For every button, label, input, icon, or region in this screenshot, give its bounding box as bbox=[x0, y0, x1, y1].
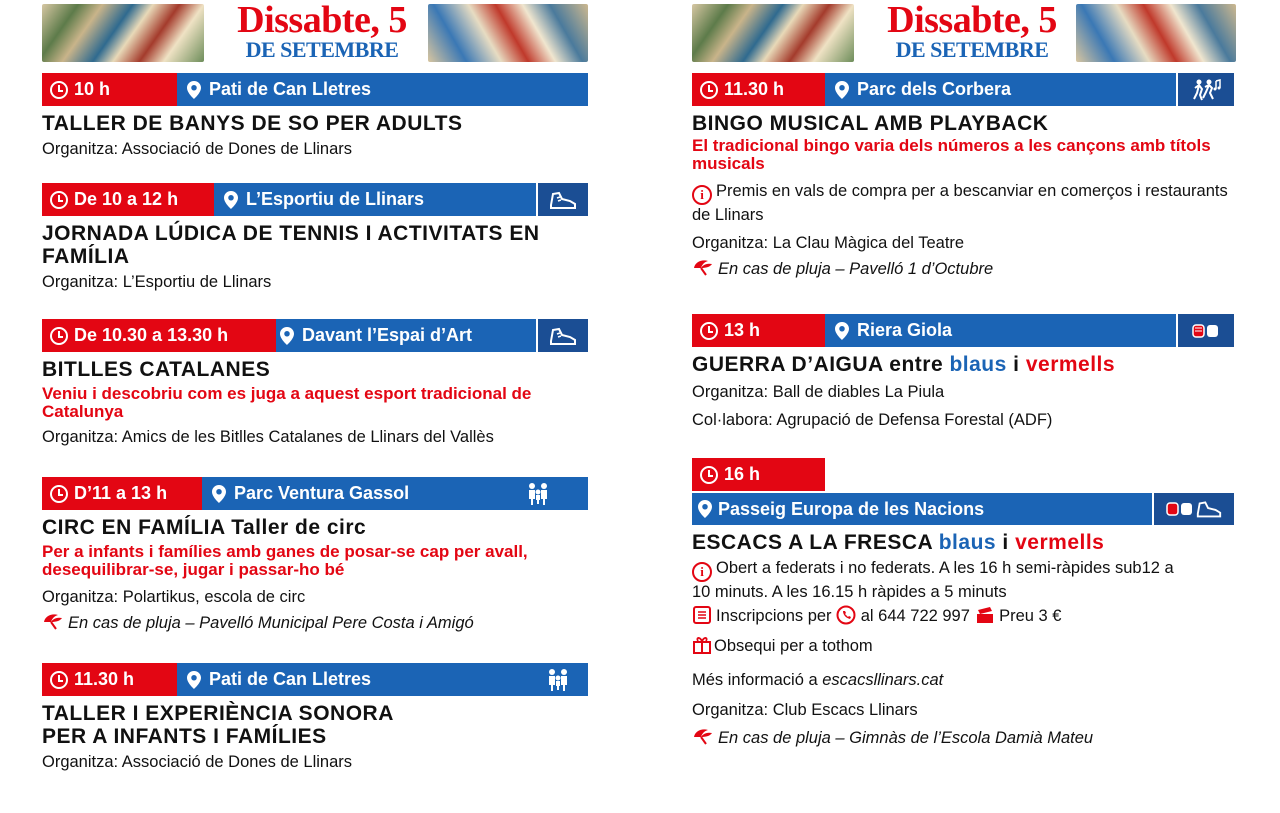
location-pin-icon bbox=[224, 191, 238, 209]
fist-icon bbox=[1191, 321, 1221, 341]
sneaker-icon bbox=[1195, 498, 1223, 520]
activity-icon-box bbox=[536, 319, 588, 352]
event-time: 11.30 h bbox=[42, 663, 177, 696]
registration-line: Inscripcions per al 644 722 997 Preu 3 € bbox=[692, 605, 1234, 626]
location-pin-icon bbox=[212, 485, 226, 503]
form-icon bbox=[692, 606, 712, 624]
painting-image bbox=[1076, 4, 1236, 62]
event-time: 16 h bbox=[692, 458, 825, 491]
event-description: Per a infants i famílies amb ganes de posar-se cap per avall, desequilibrar-se, jugar i passar-ho bé bbox=[42, 542, 528, 579]
location-pin-icon bbox=[835, 322, 849, 340]
event-place: Parc dels Corbera bbox=[825, 79, 1176, 100]
more-info-line: Més informació a escacsllinars.cat bbox=[692, 670, 944, 689]
location-pin-icon bbox=[280, 327, 294, 345]
event-place: Passeig Europa de les Nacions bbox=[692, 499, 1152, 520]
event-organizer: Organitza: La Clau Màgica del Teatre bbox=[692, 234, 965, 252]
event-time: 13 h bbox=[692, 314, 825, 347]
event-organizer: Organitza: Polartikus, escola de circ bbox=[42, 588, 306, 606]
banner-subtitle: DE SETEMBRE bbox=[245, 37, 399, 62]
event-place: Parc Ventura Gassol bbox=[202, 483, 488, 504]
event-card bbox=[692, 458, 1234, 748]
rain-notice: En cas de pluja – Gimnàs de l’Escola Damià Mateu bbox=[692, 728, 1234, 748]
event-organizer: Organitza: Amics de les Bitlles Catalanes de Llinars del Vallès bbox=[42, 428, 494, 446]
umbrella-icon bbox=[42, 613, 64, 631]
activity-icon-box bbox=[1152, 493, 1234, 525]
event-card bbox=[42, 663, 588, 772]
gift-line: Obsequi per a tothom bbox=[692, 634, 1234, 656]
clock-icon bbox=[700, 322, 718, 340]
event-title: CIRC EN FAMÍLIA Taller de circ bbox=[42, 516, 367, 539]
banner-subtitle: DE SETEMBRE bbox=[895, 37, 1049, 62]
date-banner bbox=[42, 0, 588, 66]
right-column bbox=[692, 0, 1234, 747]
banner-title: Dissabte, 5 bbox=[887, 0, 1057, 41]
event-header bbox=[42, 73, 588, 106]
location-pin-icon bbox=[698, 500, 712, 518]
event-organizer: Organitza: Associació de Dones de Llinars bbox=[42, 753, 353, 771]
left-column bbox=[42, 0, 588, 771]
location-pin-icon bbox=[835, 81, 849, 99]
sneaker-icon bbox=[548, 325, 578, 347]
event-organizer: Organitza: Associació de Dones de Llinars bbox=[42, 140, 353, 158]
event-header bbox=[692, 73, 1234, 106]
info-icon: i bbox=[692, 562, 712, 582]
event-title: TALLER DE BANYS DE SO PER ADULTS bbox=[42, 112, 463, 135]
clock-icon bbox=[50, 191, 68, 209]
event-title: JORNADA LÚDICA DE TENNIS I ACTIVITATS EN FAMÍLIA bbox=[42, 222, 540, 268]
event-info: i Premis en vals de compra per a bescanviar en comerços i restaurants de Llinars bbox=[692, 182, 1228, 224]
event-header bbox=[42, 319, 588, 352]
banner-title: Dissabte, 5 bbox=[237, 0, 407, 41]
dancing-icon bbox=[1190, 78, 1222, 102]
event-info: i Obert a federats i no federats. A les 16 h semi-ràpides sub12 a 10 minuts. A les 16.15 h ràpides a 5 minuts bbox=[692, 559, 1174, 601]
painting-image bbox=[428, 4, 588, 62]
clock-icon bbox=[700, 466, 718, 484]
painting-image bbox=[692, 4, 854, 62]
event-header bbox=[692, 458, 825, 491]
event-title: GUERRA D’AIGUA entre blaus i vermells bbox=[692, 353, 1116, 376]
event-card bbox=[42, 477, 588, 633]
event-place: L’Esportiu de Llinars bbox=[214, 189, 536, 210]
event-header bbox=[42, 663, 588, 696]
event-place: Pati de Can Lletres bbox=[177, 669, 528, 690]
date-banner bbox=[692, 0, 1234, 66]
sneaker-icon bbox=[548, 189, 578, 211]
event-title: TALLER I EXPERIÈNCIA SONORA PER A INFANTS I FAMÍLIES bbox=[42, 702, 394, 748]
activity-icon-box bbox=[1176, 73, 1234, 106]
event-description: Veniu i descobriu com es juga a aquest esport tradicional de Catalunya bbox=[42, 384, 532, 421]
event-card bbox=[42, 73, 588, 159]
event-header bbox=[42, 477, 588, 510]
clock-icon bbox=[700, 81, 718, 99]
event-header bbox=[42, 183, 588, 216]
family-icon bbox=[525, 482, 551, 506]
location-pin-icon bbox=[187, 81, 201, 99]
event-title: ESCACS A LA FRESCA blaus i vermells bbox=[692, 531, 1105, 554]
event-organizer: Organitza: Club Escacs Llinars bbox=[692, 700, 918, 719]
clock-icon bbox=[50, 671, 68, 689]
activity-icon-box bbox=[536, 183, 588, 216]
activity-icon-box bbox=[1176, 314, 1234, 347]
clock-icon bbox=[50, 485, 68, 503]
activity-icon-box bbox=[528, 663, 588, 696]
event-time: De 10.30 a 13.30 h bbox=[42, 319, 276, 352]
event-place: Davant l’Espai d’Art bbox=[276, 325, 536, 346]
event-time: D’11 a 13 h bbox=[42, 477, 202, 510]
event-time: De 10 a 12 h bbox=[42, 183, 214, 216]
location-pin-icon bbox=[187, 671, 201, 689]
event-card bbox=[692, 73, 1234, 279]
phone-icon bbox=[836, 605, 856, 625]
more-info-link[interactable]: escacsllinars.cat bbox=[822, 670, 944, 689]
fist-icon bbox=[1165, 499, 1195, 519]
event-card bbox=[42, 319, 588, 447]
event-place: Pati de Can Lletres bbox=[177, 79, 588, 100]
event-time: 11.30 h bbox=[692, 73, 825, 106]
event-title: BITLLES CATALANES bbox=[42, 358, 271, 381]
event-organizer: Organitza: Ball de diables La Piula bbox=[692, 383, 945, 401]
family-icon bbox=[545, 668, 571, 692]
event-description: El tradicional bingo varia dels números a les cançons amb títols musicals bbox=[692, 136, 1211, 173]
event-card bbox=[42, 183, 588, 292]
event-header bbox=[692, 314, 1234, 347]
activity-icon-box bbox=[488, 477, 588, 510]
ticket-icon bbox=[975, 606, 995, 624]
rain-notice: En cas de pluja – Pavelló 1 d’Octubre bbox=[692, 259, 1234, 279]
event-place: Riera Giola bbox=[825, 320, 1176, 341]
event-organizer: Organitza: L’Esportiu de Llinars bbox=[42, 273, 272, 291]
event-time: 10 h bbox=[42, 73, 177, 106]
clock-icon bbox=[50, 327, 68, 345]
event-location-bar bbox=[692, 493, 1234, 525]
umbrella-icon bbox=[692, 259, 714, 277]
painting-image bbox=[42, 4, 204, 62]
rain-notice: En cas de pluja – Pavelló Municipal Pere Costa i Amigó bbox=[42, 613, 588, 633]
gift-icon bbox=[692, 634, 712, 654]
event-title: BINGO MUSICAL AMB PLAYBACK bbox=[692, 112, 1049, 135]
info-icon: i bbox=[692, 185, 712, 205]
umbrella-icon bbox=[692, 728, 714, 746]
event-collaborator: Col·labora: Agrupació de Defensa Forestal (ADF) bbox=[692, 411, 1053, 429]
clock-icon bbox=[50, 81, 68, 99]
event-card bbox=[692, 314, 1234, 430]
